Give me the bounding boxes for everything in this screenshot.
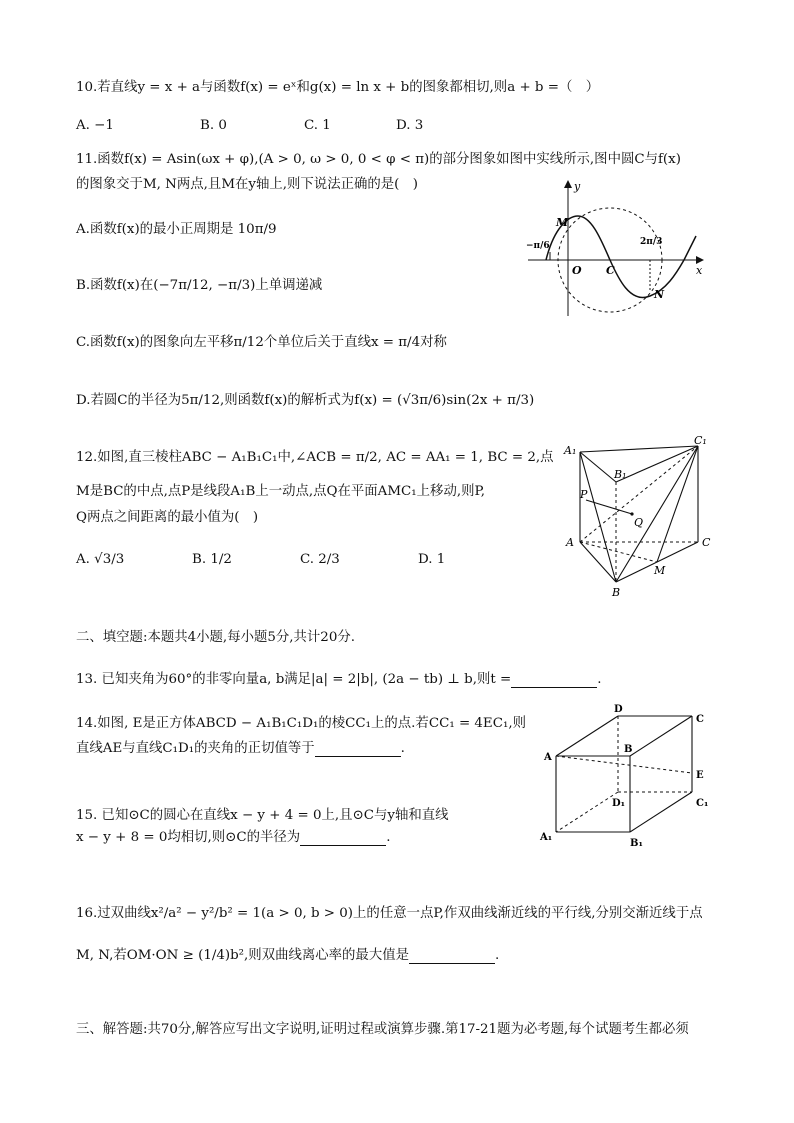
q12-label-b1: B₁ [614,468,627,481]
q14-label-d1: D₁ [612,798,626,809]
q11-y-axis-arrow [564,180,572,188]
q14-cube-figure [536,700,726,852]
q12-prism-figure [556,436,726,602]
q12-label-c1: C₁ [694,436,707,447]
q12-label-p: P [580,488,588,501]
q12-label-c: C [702,536,711,549]
q10-option-c: C. 1 [304,118,331,133]
q14-stem-line2 [76,741,405,757]
q11-tick-2pi3: 2π/3 [640,237,663,247]
q14-label-d: D [614,704,623,715]
q12-edge-b1c1 [616,446,698,482]
q16-stem-line1: 16.过双曲线x²/a² − y²/b² = 1(a > 0, b > 0)上的任意一点P,作双曲线渐近线的平行线,分别交渐近线于点 [76,906,703,921]
q14-segment-ae-hidden [556,756,692,773]
q12-label-a1: A₁ [564,444,577,457]
q12-segment-am-hidden [580,542,657,562]
q14-label-a1: A₁ [540,832,553,843]
q11-option-c: C.函数f(x)的图象向左平移π/12个单位后关于直线x = π/4对称 [76,335,447,350]
q12-option-c: C. 2/3 [300,552,340,567]
q12-stem-line2: M是BC的中点,点P是线段A₁B上一动点,点Q在平面AMC₁上移动,则P, [76,484,486,499]
q14-stem-line1: 14.如图, E是正方体ABCD − A₁B₁C₁D₁的棱CC₁上的点.若CC₁ = 4EC₁,则 [76,716,526,731]
q14-edge-ad [556,716,618,756]
q10-stem: 10.若直线y = x + a与函数f(x) = eˣ和g(x) = ln x + b的图象都相切,则a + b =（ ） [76,80,600,95]
q15-stem-line1: 15. 已知⊙C的圆心在直线x − y + 4 = 0上,且⊙C与y轴和直线 [76,808,449,823]
q11-stem-line2: 的图象交于M, N两点,且M在y轴上,则下说法正确的是( ) [76,177,418,192]
q12-option-d: D. 1 [418,552,446,567]
q11-y-label: y [574,180,581,193]
q12-option-b: B. 1/2 [192,552,232,567]
q14-edge-cb [630,716,692,756]
q11-center-c: C [606,264,615,277]
q14-end: . [400,741,405,756]
q11-option-a: A.函数f(x)的最小正周期是 10π/9 [76,222,277,237]
q11-point-n: N [654,288,665,301]
q12-label-b: B [612,586,621,599]
q14-label-c: C [696,714,704,725]
q14-label-c1: C₁ [696,798,709,809]
q14-answer-blank [315,756,401,757]
q13-end: . [597,672,602,687]
q14-edge-b1c1 [630,792,692,832]
q11-option-b: B.函数f(x)在(−7π/12, −π/3)上单调递减 [76,278,323,293]
q14-edge-d1a1-hidden [556,792,618,832]
q16-end: . [495,948,500,963]
q11-point-m: M [556,216,569,229]
q10-option-a: A. −1 [76,118,114,133]
q11-graph-figure [520,176,710,322]
q15-answer-blank [300,845,386,846]
q11-origin-o: O [572,264,582,277]
q14-label-b: B [624,744,633,755]
q16-answer-blank [409,963,495,964]
q11-stem-line1: 11.函数f(x) = Asin(ωx + φ),(A > 0, ω > 0, 0 < φ < π)的部分图象如图中实线所示,图中圆C与f(x) [76,152,681,167]
q11-tick-neg-pi6: −π/6 [526,241,550,251]
q13-stem [76,672,602,688]
q11-x-axis-arrow [696,256,704,264]
q16-stem-line2 [76,948,499,964]
q12-label-a: A [566,536,574,549]
section2-heading: 二、填空题:本题共4小题,每小题5分,共计20分. [76,630,355,645]
q10-option-b: B. 0 [200,118,227,133]
q10-option-d: D. 3 [396,118,424,133]
q13-answer-blank [511,687,597,688]
q14-label-e: E [696,770,704,781]
q16-text: M, N,若OM·ON ≥ (1/4)b²,则双曲线离心率的最大值是 [76,948,409,963]
q11-option-d: D.若圆C的半径为5π/12,则函数f(x)的解析式为f(x) = (√3π/6)sin(2x + π/3) [76,393,535,408]
section3-heading: 三、解答题:共70分,解答应写出文字说明,证明过程或演算步骤.第17-21题为必考题,每个试题考生都必须 [76,1022,689,1037]
q12-option-a: A. √3/3 [76,552,125,567]
q12-edge-a1c1 [580,446,698,452]
q15-text: x − y + 8 = 0均相切,则⊙C的半径为 [76,830,301,845]
q12-stem-line1: 12.如图,直三棱柱ABC − A₁B₁C₁中,∠ACB = π/2, AC = AA₁ = 1, BC = 2,点 [76,450,554,465]
q12-label-m: M [654,564,666,577]
q15-stem-line2 [76,830,390,846]
q14-label-a: A [544,752,552,763]
q12-stem-line3: Q两点之间距离的最小值为( ) [76,510,259,525]
q11-x-label: x [696,264,703,277]
q12-edge-a1b1 [580,452,616,482]
q12-segment-pq [586,500,632,514]
q15-end: . [386,830,391,845]
q14-label-b1: B₁ [630,838,643,849]
q14-text: 直线AE与直线C₁D₁的夹角的正切值等于 [76,741,315,756]
q13-text: 13. 已知夹角为60°的非零向量a, b满足|a| = 2|b|, (2a − tb) ⊥ b,则t = [76,672,512,687]
q12-label-q: Q [634,516,644,529]
